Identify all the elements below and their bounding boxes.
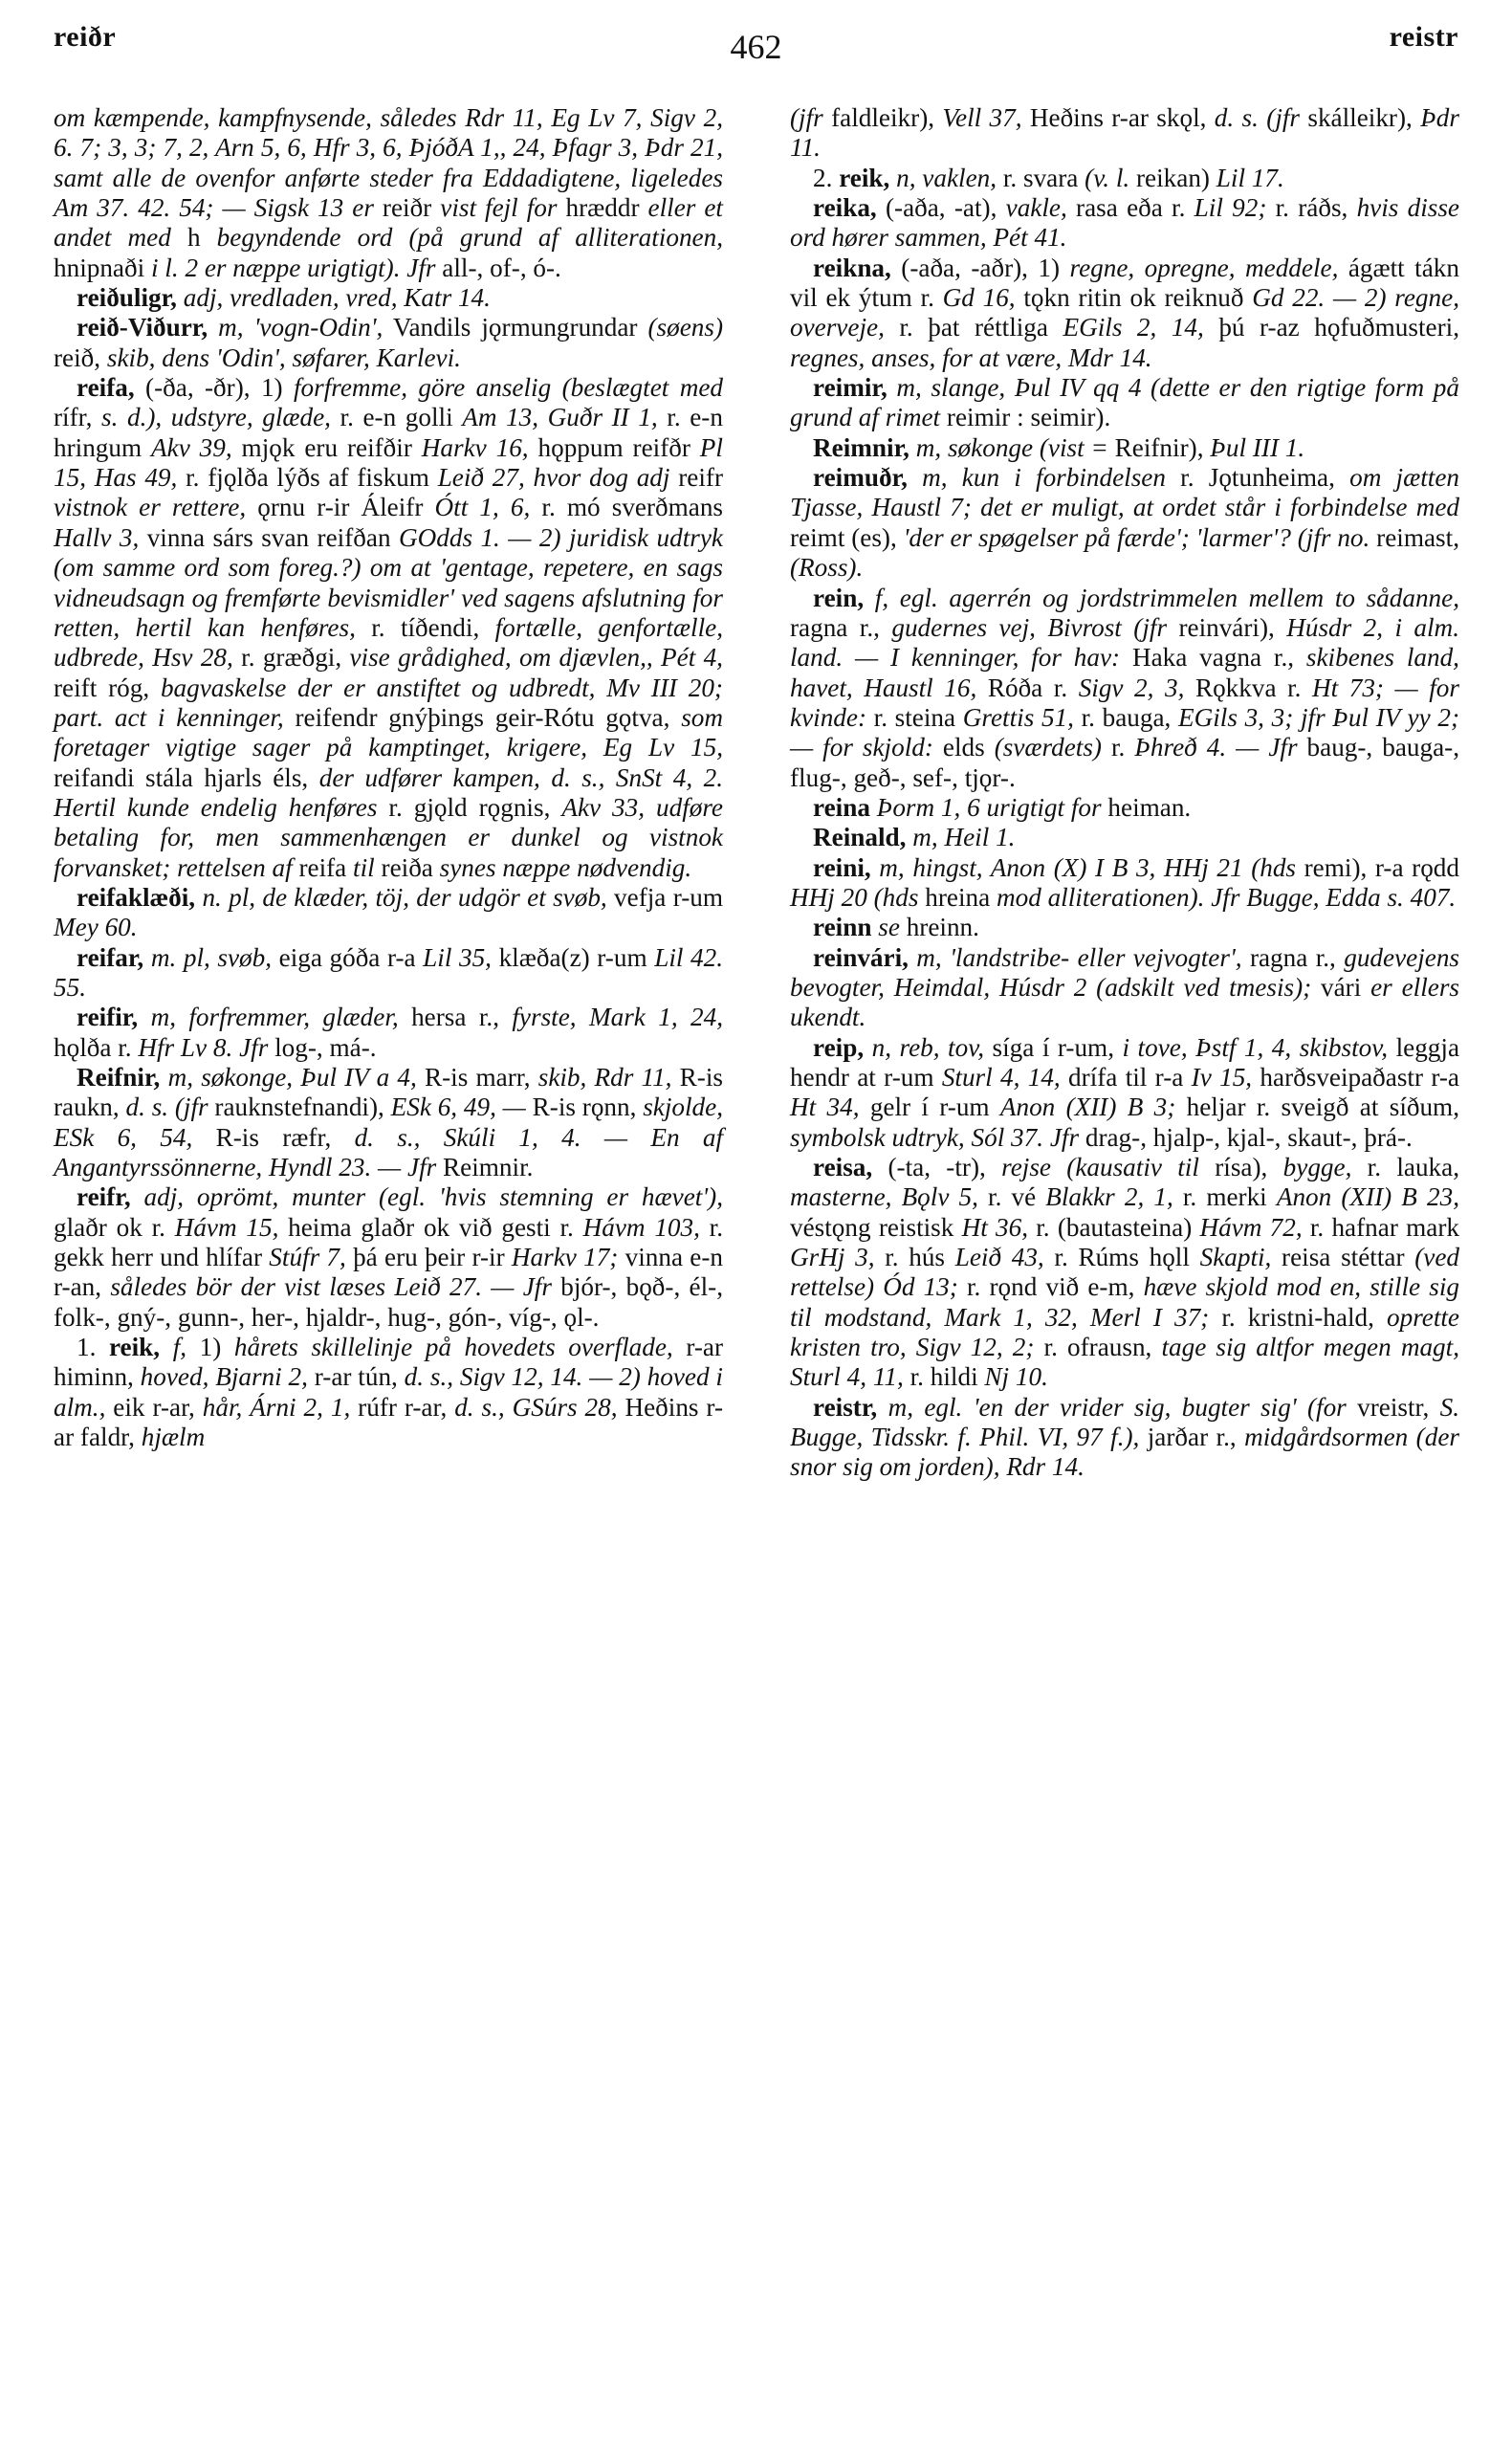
entry-continuation: (jfr faldleikr), Vell 37, Heðins r-ar skǫl, d. s. (jfr skálleikr), Þdr 11. bbox=[790, 103, 1459, 163]
dictionary-entry: reika, (-aða, -at), vakle, rasa eða r. Lil 92; r. ráðs, hvis disse ord hører sammen, Pét 41. bbox=[790, 193, 1459, 253]
dictionary-entry: reifaklæði, n. pl, de klæder, töj, der udgör et svøb, vefja r-um Mey 60. bbox=[54, 882, 723, 942]
dictionary-entry: reimuðr, m, kun i forbindelsen r. Jǫtunheima, om jætten Tjasse, Haustl 7; det er muligt, at ordet står i forbindelse med reimt (es), 'der er spøgelser på færde'; 'larmer'? (jfr no. reimast, (Ross). bbox=[790, 463, 1460, 583]
left-column bbox=[54, 103, 723, 1452]
dictionary-entry: 1. reik, f, 1) hårets skillelinje på hovedets overflade, r-ar himinn, hoved, Bjarni 2, r-ar tún, d. s., Sigv 12, 14. — 2) hoved i alm., eik r-ar, hår, Árni 2, 1, rúfr r-ar, d. s., GSúrs 28, Heðins r-ar faldr, hjælm bbox=[54, 1333, 723, 1452]
dictionary-entry: reiðuligr, adj, vredladen, vred, Katr 14. bbox=[77, 283, 491, 313]
dictionary-entry: reinvári, m, 'landstribe- eller vejvogter', ragna r., gudevejens bevogter, Heimdal, Húsdr 2 (adskilt ved tmesis); vári er ellers ukendt. bbox=[790, 942, 1459, 1032]
left-running-headword: reiðr bbox=[54, 21, 117, 53]
dictionary-entry: reinn se hreinn. bbox=[813, 913, 979, 942]
dictionary-entry: reifir, m, forfremmer, glæder, hersa r., fyrste, Mark 1, 24, hǫlða r. Hfr Lv 8. Jfr log-, má-. bbox=[54, 1003, 723, 1062]
dictionary-entry: reimir, m, slange, Þul IV qq 4 (dette er den rigtige form på grund af rimet reimir : seimir). bbox=[790, 373, 1459, 432]
dictionary-entry: Reifnir, m, søkonge, Þul IV a 4, R-is marr, skib, Rdr 11, R-is raukn, d. s. (jfr rauknstefnandi), ESk 6, 49, — R-is rǫnn, skjolde, ESk 6, 54, R-is ræfr, d. s., Skúli 1, 4. — En af Angantyrssönnerne, Hyndl 23. — Jfr Reimnir. bbox=[54, 1063, 723, 1182]
entry-continuation: om kæmpende, kampfnysende, således Rdr 11, Eg Lv 7, Sigv 2, 6. 7; 3, 3; 7, 2, Arn 5, 6, Hfr 3, 6, ÞjóðA 1,, 24, Þfagr 3, Þdr 21, samt alle de ovenfor anførte steder fra Eddadigtene, ligeledes Am 37. 42. 54; — Sigsk 13 er reiðr vist fejl for hræddr eller et andet med h begyndende ord (på grund af alliterationen, hnipnaði i l. 2 er næppe urigtigt). Jfr all-, of-, ó-. bbox=[54, 103, 724, 282]
dictionary-entry: Reinald, m, Heil 1. bbox=[813, 823, 1016, 852]
page-header bbox=[54, 21, 1458, 78]
right-running-headword: reistr bbox=[1389, 21, 1458, 53]
dictionary-entry: reip, n, reb, tov, síga í r-um, i tove, Þstf 1, 4, skibstov, leggja hendr at r-um Sturl 4, 14, drífa til r-a Iv 15, harðsveipaðastr r-a Ht 34, gelr í r-um Anon (XII) B 3; heljar r. sveigð at síðum, symbolsk udtryk, Sól 37. Jfr drag-, hjalp-, kjal-, skaut-, þrá-. bbox=[790, 1032, 1460, 1152]
dictionary-entry: rein, f, egl. agerrén og jordstrimmelen mellem to sådanne, ragna r., gudernes vej, Bivrost (jfr reinvári), Húsdr 2, i alm. land. — I kenninger, for hav: Haka vagna r., skibenes land, havet, Haustl 16, Róða r. Sigv 2, 3, Rǫkkva r. Ht 73; — for kvinde: r. steina Grettis 51, r. bauga, EGils 3, 3; jfr Þul IV yy 2; — for skjold: elds (sværdets) r. Þhreð 4. — Jfr baug-, bauga-, flug-, geð-, sef-, tjǫr-. bbox=[790, 583, 1460, 792]
dictionary-entry: reini, m, hingst, Anon (X) I B 3, HHj 21 (hds remi), r-a rǫdd HHj 20 (hds hreina mod alliterationen). Jfr Bugge, Edda s. 407. bbox=[790, 852, 1459, 912]
dictionary-entry: reifar, m. pl, svøb, eiga góða r-a Lil 35, klæða(z) r-um Lil 42. 55. bbox=[54, 942, 724, 1002]
dictionary-entry: reifr, adj, oprömt, munter (egl. 'hvis stemning er hævet'), glaðr ok r. Hávm 15, heima glaðr ok við gesti r. Hávm 103, r. gekk herr und hlífar Stúfr 7, þá eru þeir r-ir Harkv 17; vinna e-n r-an, således bör der vist læses Leið 27. — Jfr bjór-, bǫð-, él-, folk-, gný-, gunn-, her-, hjaldr-, hug-, gón-, víg-, ǫl-. bbox=[54, 1182, 724, 1332]
dictionary-entry: reið-Viðurr, m, 'vogn-Odin', Vandils jǫrmungrundar (søens) reið, skib, dens 'Odin', søfarer, Karlevi. bbox=[54, 313, 723, 372]
dictionary-entry: reikna, (-aða, -aðr), 1) regne, opregne, meddele, ágætt tákn vil ek ýtum r. Gd 16, tǫkn ritin ok reiknuð Gd 22. — 2) regne, overveje, r. þat réttliga EGils 2, 14, þú r-az hǫfuðmusteri, regnes, anses, for at være, Mdr 14. bbox=[790, 253, 1459, 372]
dictionary-entry: 2. reik, n, vaklen, r. svara (v. l. reikan) Lil 17. bbox=[813, 163, 1284, 192]
dictionary-entry: reistr, m, egl. 'en der vrider sig, bugter sig' (for vreistr, S. Bugge, Tidsskr. f. Phil. VI, 97 f.), jarðar r., midgårdsormen (der snor sig om jorden), Rdr 14. bbox=[790, 1392, 1460, 1482]
dictionary-entry: reifa, (-ða, -ðr), 1) forfremme, göre anselig (beslægtet med rífr, s. d.), udstyre, glæde, r. e-n golli Am 13, Guðr II 1, r. e-n hringum Akv 39, mjǫk eru reifðir Harkv 16, hǫppum reifðr Pl 15, Has 49, r. fjǫlða lýðs af fiskum Leið 27, hvor dog adj reifr vistnok er rettere, ǫrnu r-ir Áleifr Ótt 1, 6, r. mó sverðmans Hallv 3, vinna sárs svan reifðan GOdds 1. — 2) juridisk udtryk (om samme ord som foreg.?) om at 'gentage, repetere, en sags vidneudsagn og fremførte bevismidler' ved sagens afslutning for retten, hertil kan henføres, r. tíðendi, fortælle, genfortælle, udbrede, Hsv 28, r. græðgi, vise grådighed, om djævlen,, Pét 4, reift róg, bagvaskelse der er anstiftet og udbredt, Mv III 20; part. act i kenninger, reifendr gnýþings geir-Rótu gǫtva, som foretager vigtige sager på kamptinget, krigere, Eg Lv 15, reifandi stála hjarls éls, der udfører kampen, d. s., SnSt 4, 2. Hertil kunde endelig henføres r. gjǫld rǫgnis, Akv 33, udføre betaling for, men sammenhængen er dunkel og vistnok forvansket; rettelsen af reifa til reiða synes næppe nødvendig. bbox=[54, 373, 724, 882]
dictionary-entry: reisa, (-ta, -tr), rejse (kausativ til rísa), bygge, r. lauka, masterne, Bǫlv 5, r. vé Blakkr 2, 1, r. merki Anon (XII) B 23, véstǫng reistisk Ht 36, r. (bautasteina) Hávm 72, r. hafnar mark GrHj 3, r. hús Leið 43, r. Rúms hǫll Skapti, reisa stéttar (ved rettelse) Ód 13; r. rǫnd við e-m, hæve skjold mod en, stille sig til modstand, Mark 1, 32, Merl I 37; r. kristni-hald, oprette kristen tro, Sigv 12, 2; r. ofrausn, tage sig altfor megen magt, Sturl 4, 11, r. hildi Nj 10. bbox=[790, 1153, 1460, 1392]
dictionary-entry: Reimnir, m, søkonge (vist = Reifnir), Þul III 1. bbox=[813, 432, 1305, 462]
dictionary-entry: reina Þorm 1, 6 urigtigt for heiman. bbox=[813, 792, 1192, 822]
page-number: 462 bbox=[730, 28, 782, 66]
right-column bbox=[790, 103, 1459, 1483]
